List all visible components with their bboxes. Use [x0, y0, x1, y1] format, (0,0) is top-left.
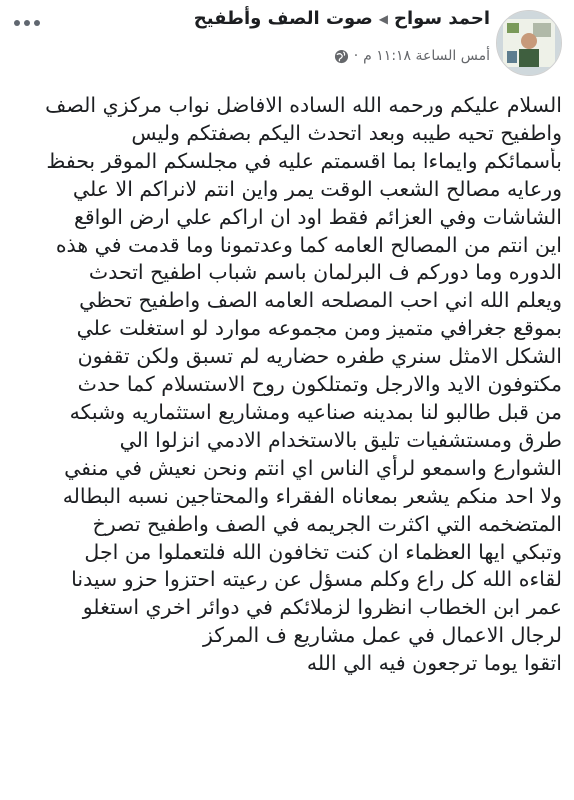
post-text-line: بأسمائكم وايماءا بما اقسمتم عليه في مجلسكم الموقر بحفظ	[46, 148, 562, 173]
post-meta	[334, 48, 490, 64]
timestamp[interactable]: أمس الساعة ١١:١٨ م	[363, 48, 490, 64]
page-name[interactable]: صوت الصف وأطفيح	[193, 8, 373, 29]
post-header	[0, 0, 574, 86]
post-text-line: ويعلم الله اني احب المصلحه العامه الصف واطفيح تحظي	[79, 288, 562, 313]
meta-separator: ·	[353, 48, 359, 64]
post-text-line: بموقع جغرافي متميز ومن مجموعه موارد لو استغلت علي	[76, 316, 562, 341]
post-text-line: مكتوفون الايد والارجل وتمتلكون روح الاستسلام كما حدث	[77, 372, 562, 397]
post-text-line: واطفيح تحيه طيبه وبعد اتحدث اليكم بصفتكم وليس	[131, 120, 562, 145]
post-text-line: الدوره وما دوركم ف البرلمان باسم شباب اطفيح اتحدث	[88, 260, 562, 285]
post-title	[194, 8, 490, 29]
post-text-line: الشكل الامثل سنري طفره حضاريه لم تسبق ولكن تقفون	[77, 344, 562, 369]
more-options-icon[interactable]	[14, 20, 40, 26]
post-text-line: السلام عليكم ورحمه الله الساده الافاضل نواب مركزي الصف	[45, 93, 562, 117]
post-text-line: ولا احد منكم يشعر بمعاناه الفقراء والمحتاجين نسبه البطاله	[62, 483, 562, 508]
post-text-line: ورعايه مصالح الشعب الوقت يمر واين انتم لانراكم الا علي	[72, 176, 562, 201]
post-text-line: طرق ومستشفيات تليق بالاستخدام الادمي انزلوا الي	[119, 427, 562, 452]
post-text-line: اتقوا يوما ترجعون فيه الي الله	[306, 651, 562, 676]
post-text-line: لقاءه الله كل راع وكلم مسؤل عن رعيته احتزوا حزو سيدنا	[71, 567, 562, 592]
post-text-line: من قبل طالبو لنا بمدينه صناعيه ومشاريع استثماريه وشبكه	[69, 399, 562, 424]
post-text-line: المتضخمه التي اكثرت الجريمه في الصف واطفيح تصرخ	[92, 511, 562, 536]
avatar-image	[497, 11, 561, 75]
author-avatar[interactable]	[496, 10, 562, 76]
globe-icon[interactable]	[334, 49, 349, 64]
post-text-line: الشوارع واسمعو لرأي الناس اي انتم ونحن نعيش في منفي	[64, 455, 562, 480]
post-text-line: وتبكي ايها العظماء ان كنت تخافون الله فلتعملوا من اجل	[84, 539, 562, 564]
post-text	[10, 92, 562, 678]
post-text-line: الشاشات وفي العزائم فقط اود ان اراكم علي ارض الواقع	[73, 204, 562, 229]
post-text-line: اين انتم من المصالح العامه كما وعدتمونا وما قدمت في هذه	[55, 232, 562, 257]
post-text-line: لرجال الاعمال في عمل مشاريع ف المركز	[202, 623, 562, 648]
author-name[interactable]: احمد سواح	[393, 8, 490, 29]
right-triangle-icon: ◀	[378, 11, 388, 26]
post-text-line: عمر ابن الخطاب انظروا لزملائكم في دوائر اخري استغلو	[82, 595, 562, 620]
